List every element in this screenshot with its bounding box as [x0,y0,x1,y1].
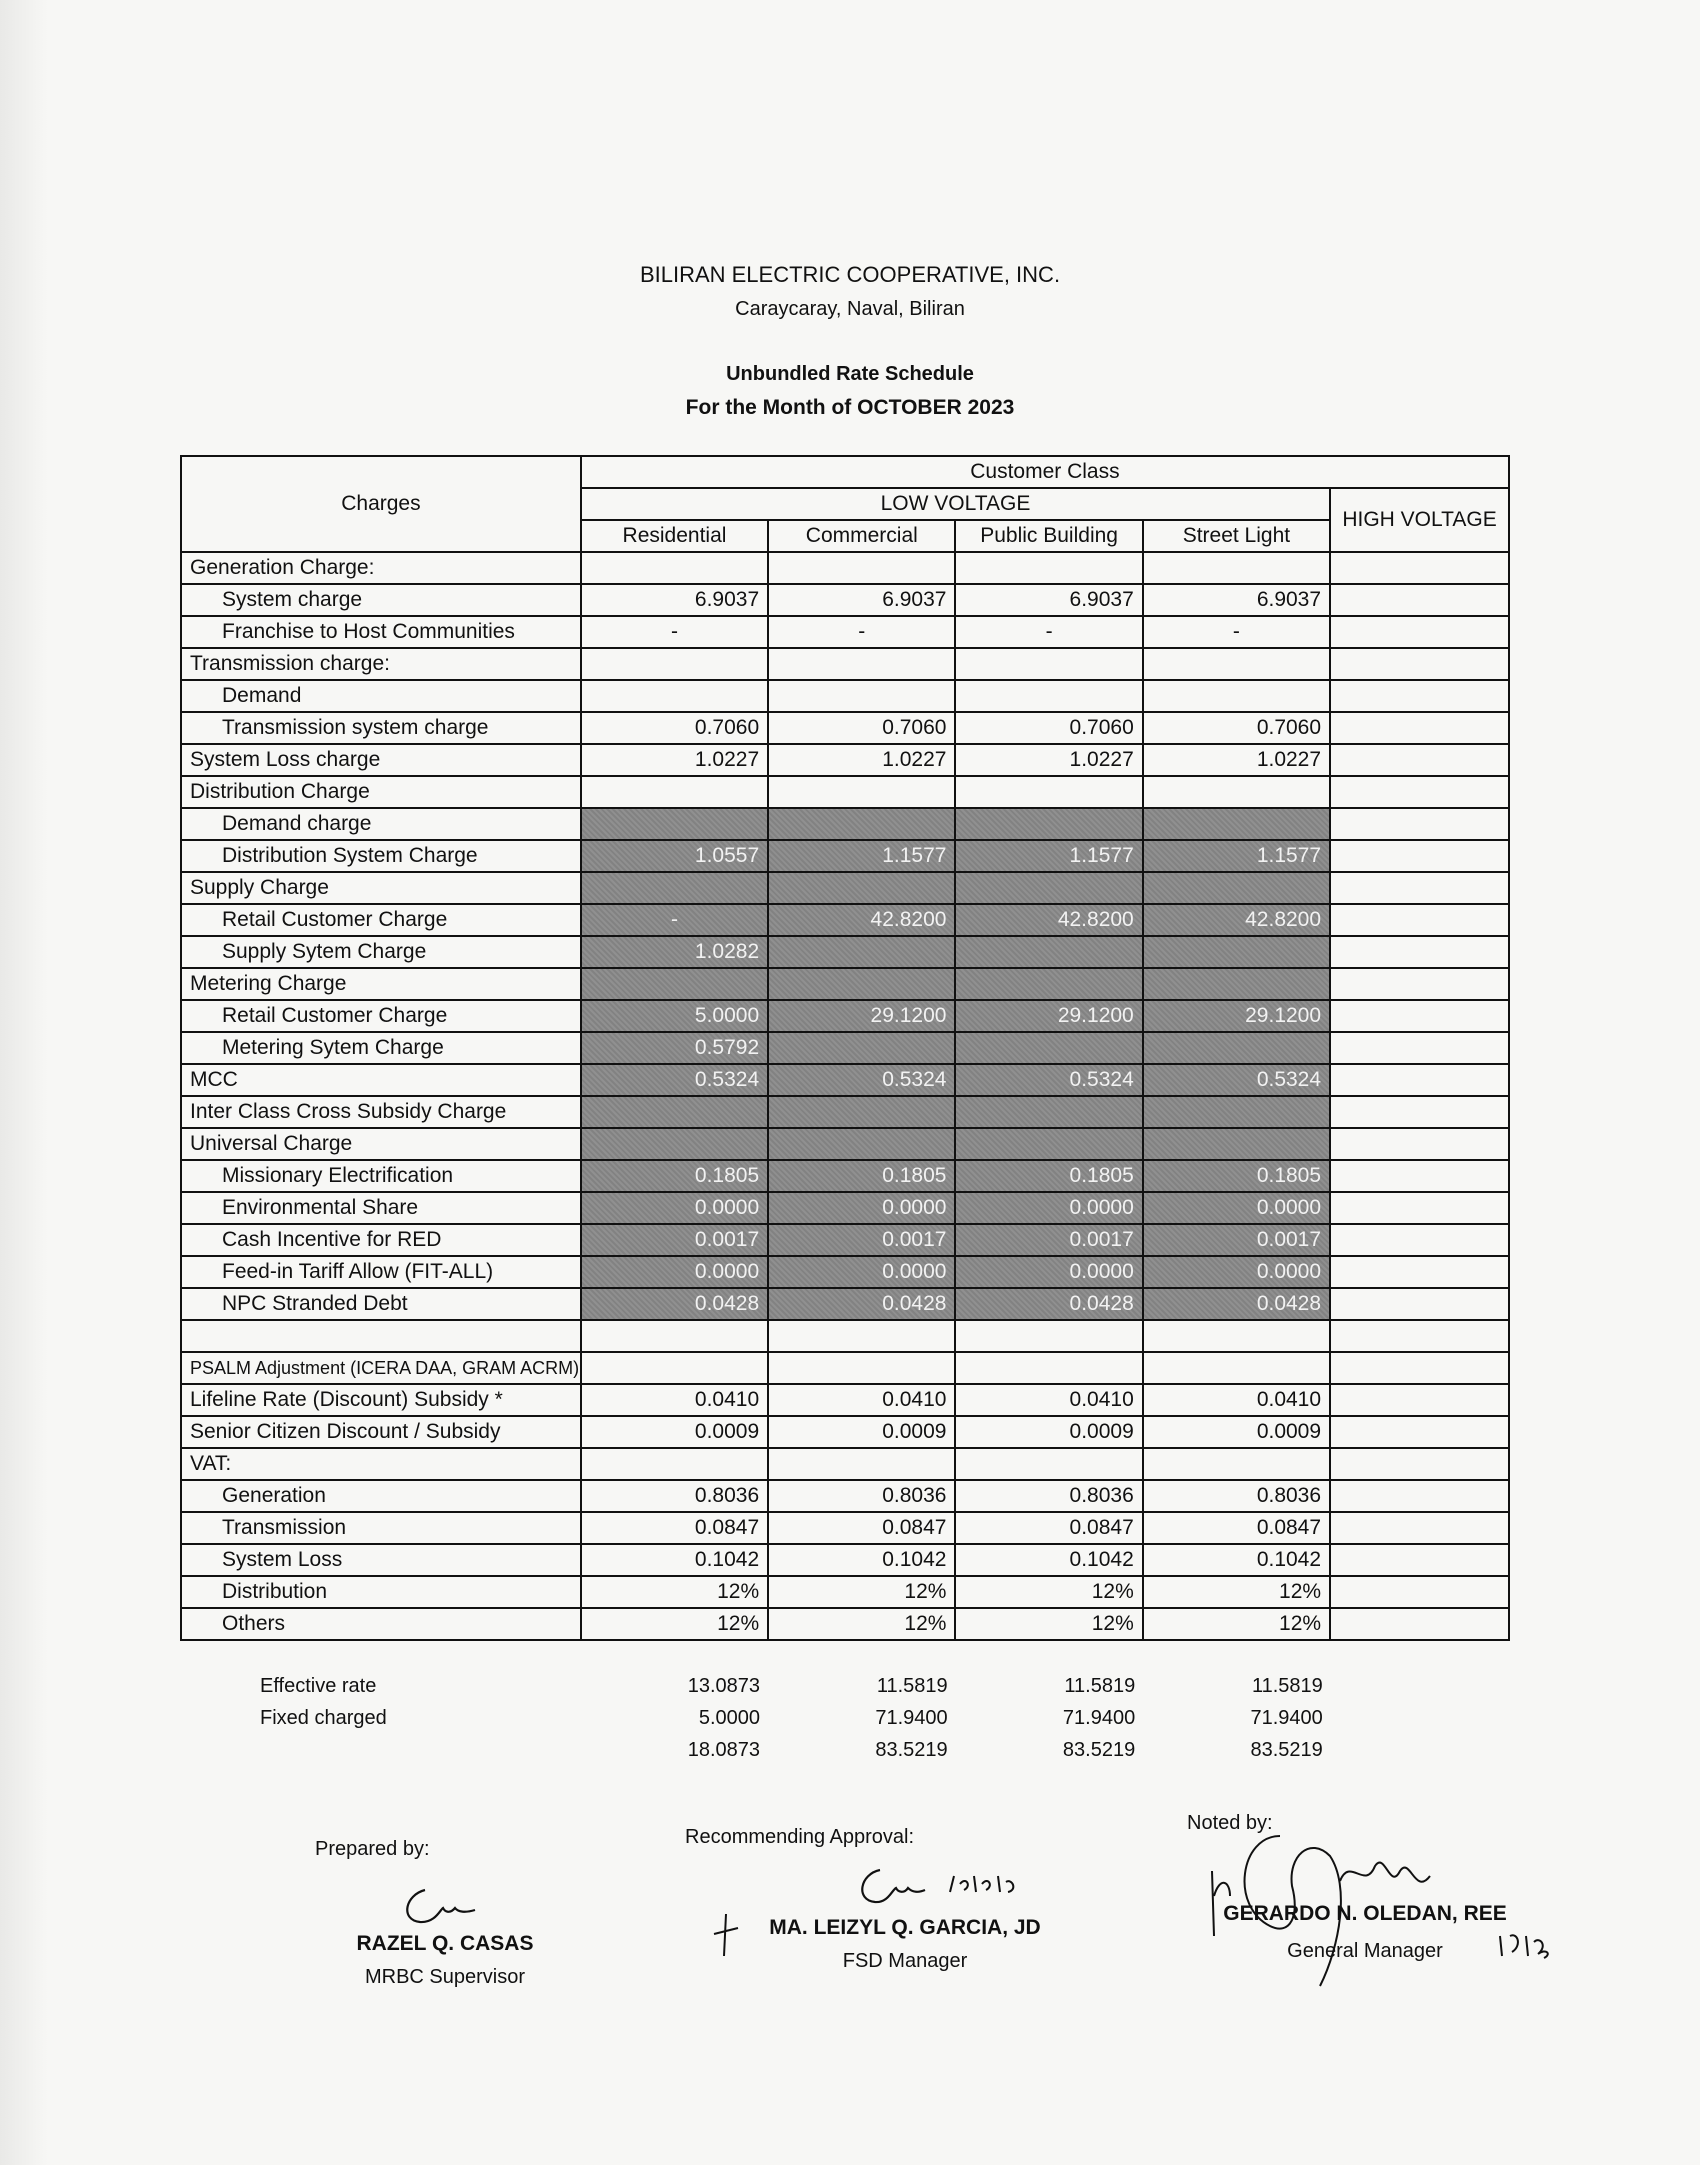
cell-value: 0.8036 [955,1480,1142,1512]
customer-class-header: Customer Class [581,456,1509,488]
cell-value: 0.1042 [1143,1544,1330,1576]
high-voltage-cell [1330,872,1509,904]
fixed-charged-value: 71.9400 [1250,1706,1323,1729]
cell-value: 29.1200 [768,1000,955,1032]
initial-mark [712,1910,742,1960]
cell-value: 0.0000 [768,1192,955,1224]
cell-value: 0.0428 [1143,1288,1330,1320]
table-row [181,712,1509,744]
table-row [181,1576,1509,1608]
cell-value: 12% [955,1608,1142,1640]
row-label: Others [181,1608,581,1640]
cell-value: 0.0410 [581,1384,768,1416]
cell-value [955,872,1142,904]
cell-value [1143,680,1330,712]
col-commercial: Commercial [768,520,955,552]
cell-value: 0.0000 [955,1256,1142,1288]
table-row [181,1064,1509,1096]
cell-value: 1.0227 [768,744,955,776]
table-row [181,968,1509,1000]
cell-value [1143,1096,1330,1128]
total-value: 83.5219 [875,1738,948,1761]
table-row [181,1352,1509,1384]
high-voltage-cell [1330,1416,1509,1448]
cell-value: 0.0000 [581,1192,768,1224]
table-row [181,1096,1509,1128]
col-street-light: Street Light [1143,520,1330,552]
cell-value: 0.5324 [1143,1064,1330,1096]
table-row [181,680,1509,712]
total-value: 83.5219 [1062,1738,1136,1761]
cell-value [581,1320,768,1352]
cell-value [768,1352,955,1384]
row-label: System Loss [181,1544,581,1576]
cell-value: 0.8036 [581,1480,768,1512]
cell-value [1143,1352,1330,1384]
rate-schedule-table [180,455,1510,1641]
cell-value: 0.0410 [955,1384,1142,1416]
high-voltage-cell [1330,1064,1509,1096]
cell-value: 0.0017 [581,1224,768,1256]
table-row [181,616,1509,648]
cell-value [581,1448,768,1480]
cell-value: 0.0000 [1143,1192,1330,1224]
row-label: Transmission system charge [181,712,581,744]
cell-value [955,1448,1142,1480]
high-voltage-cell [1330,904,1509,936]
cell-value: 0.0847 [581,1512,768,1544]
high-voltage-cell [1330,1576,1509,1608]
high-voltage-cell [1330,776,1509,808]
cell-value: 0.1805 [1143,1160,1330,1192]
cell-value [581,808,768,840]
table-row [181,1512,1509,1544]
cell-value [955,776,1142,808]
high-voltage-cell [1330,1288,1509,1320]
cell-value [1143,808,1330,840]
high-voltage-cell [1330,1480,1509,1512]
cell-value: 0.8036 [1143,1480,1330,1512]
row-label: Distribution System Charge [181,840,581,872]
table-row [181,552,1509,584]
cell-value: 12% [768,1608,955,1640]
high-voltage-cell [1330,1608,1509,1640]
table-row [181,1160,1509,1192]
table-row [181,1320,1509,1352]
cell-value: 0.0410 [1143,1384,1330,1416]
noted-signature [1200,1796,1580,1996]
table-row [181,1000,1509,1032]
row-label: Retail Customer Charge [181,1000,581,1032]
cell-value: 0.1805 [955,1160,1142,1192]
fixed-charged-row [180,1702,1510,1734]
row-label: MCC [181,1064,581,1096]
cell-value [1143,936,1330,968]
cell-value: 29.1200 [955,1000,1142,1032]
prepared-signature [395,1880,485,1930]
row-label: Demand charge [181,808,581,840]
high-voltage-cell [1330,680,1509,712]
fixed-charged-label: Fixed charged [260,1706,387,1729]
cell-value [1143,1032,1330,1064]
table-row [181,776,1509,808]
row-label: PSALM Adjustment (ICERA DAA, GRAM ACRM) [181,1352,581,1384]
cell-value: 0.1805 [768,1160,955,1192]
prepared-by-title: MRBC Supervisor [364,1966,526,1988]
table-row [181,904,1509,936]
cell-value [768,680,955,712]
cell-value: 1.0227 [955,744,1142,776]
fixed-charged-value: 71.9400 [1062,1706,1136,1729]
row-label: Metering Sytem Charge [181,1032,581,1064]
cell-value: 1.0282 [581,936,768,968]
cell-value: 6.9037 [581,584,768,616]
row-label: Distribution [181,1576,581,1608]
document-title: Unbundled Rate Schedule [726,363,974,385]
cell-value: 0.1805 [581,1160,768,1192]
noted-by-label: Noted by: [1187,1812,1273,1834]
cell-value: 42.8200 [768,904,955,936]
high-voltage-cell [1330,1384,1509,1416]
effective-rate-value: 11.5819 [1251,1674,1323,1697]
table-row [181,1608,1509,1640]
cell-value: 0.1042 [955,1544,1142,1576]
high-voltage-cell [1330,1448,1509,1480]
cell-value: 0.0009 [768,1416,955,1448]
cell-value: 0.0009 [1143,1416,1330,1448]
row-label: Generation Charge: [181,552,581,584]
table-row [181,1128,1509,1160]
row-label: Retail Customer Charge [181,904,581,936]
cell-value: 12% [1143,1608,1330,1640]
high-voltage-cell [1330,1160,1509,1192]
high-voltage-cell [1330,1000,1509,1032]
noted-by-block [1215,1902,1515,1963]
cell-value: 0.0017 [955,1224,1142,1256]
table-row [181,840,1509,872]
cell-value [955,808,1142,840]
cell-value [768,552,955,584]
recommending-title: FSD Manager [842,1950,968,1972]
cell-value [955,1032,1142,1064]
cell-value [1143,776,1330,808]
table-row [181,1544,1509,1576]
high-voltage-cell [1330,1352,1509,1384]
cell-value: 0.0000 [955,1192,1142,1224]
cell-value: 0.0428 [955,1288,1142,1320]
table-row [181,936,1509,968]
cell-value [768,872,955,904]
cell-value: 0.0009 [955,1416,1142,1448]
cell-value [955,648,1142,680]
row-label: Inter Class Cross Subsidy Charge [181,1096,581,1128]
cell-value [1143,968,1330,1000]
high-voltage-cell [1330,1256,1509,1288]
cell-value: 1.1577 [1143,840,1330,872]
table-row [181,808,1509,840]
row-label: Lifeline Rate (Discount) Subsidy * [181,1384,581,1416]
cell-value: 0.0009 [581,1416,768,1448]
cell-value: 0.7060 [1143,712,1330,744]
high-voltage-cell [1330,1512,1509,1544]
cell-value [581,872,768,904]
high-voltage-cell [1330,1320,1509,1352]
cell-value: 0.0017 [768,1224,955,1256]
row-label: Franchise to Host Communities [181,616,581,648]
cell-value: 1.1577 [768,840,955,872]
table-row [181,1288,1509,1320]
cell-value: 6.9037 [1143,584,1330,616]
high-voltage-cell [1330,968,1509,1000]
charges-header: Charges [181,456,581,552]
cell-value [768,1320,955,1352]
cell-value [581,1352,768,1384]
cell-value [955,680,1142,712]
cell-value [768,1448,955,1480]
table-row [181,1032,1509,1064]
cell-value: 0.7060 [955,712,1142,744]
cell-value: 0.5324 [581,1064,768,1096]
effective-rate-value: 13.0873 [687,1674,761,1697]
row-label: Missionary Electrification [181,1160,581,1192]
cell-value: 0.7060 [581,712,768,744]
cell-value [955,968,1142,1000]
cell-value: - [1143,616,1330,648]
cell-value: 12% [581,1576,768,1608]
row-label: System Loss charge [181,744,581,776]
high-voltage-cell [1330,1224,1509,1256]
cell-value: 6.9037 [955,584,1142,616]
cell-value: 1.0557 [581,840,768,872]
high-voltage-cell [1330,744,1509,776]
prepared-by-block [330,1932,560,1989]
cell-value: 29.1200 [1143,1000,1330,1032]
cell-value: 42.8200 [955,904,1142,936]
high-voltage-cell [1330,808,1509,840]
cell-value: 5.0000 [581,1000,768,1032]
table-row [181,584,1509,616]
cell-value [768,936,955,968]
high-voltage-cell [1330,1192,1509,1224]
cell-value [1143,1448,1330,1480]
total-row [180,1734,1510,1766]
cell-value [1143,1128,1330,1160]
cell-value [768,808,955,840]
row-label: VAT: [181,1448,581,1480]
cell-value: 12% [1143,1576,1330,1608]
row-label: Feed-in Tariff Allow (FIT-ALL) [181,1256,581,1288]
cell-value: 0.0847 [955,1512,1142,1544]
table-row [181,1480,1509,1512]
row-label: Demand [181,680,581,712]
cell-value: 0.0847 [768,1512,955,1544]
high-voltage-cell [1330,616,1509,648]
cell-value: 1.0227 [581,744,768,776]
prepared-by-label: Prepared by: [315,1838,430,1860]
recommending-block [745,1916,1065,1973]
low-voltage-header: LOW VOLTAGE [581,488,1330,520]
cell-value: 12% [768,1576,955,1608]
cell-value [955,552,1142,584]
table-row [181,1192,1509,1224]
high-voltage-cell [1330,648,1509,680]
row-label: Environmental Share [181,1192,581,1224]
cell-value: 12% [955,1576,1142,1608]
fixed-charged-value: 5.0000 [698,1706,761,1729]
cell-value [768,968,955,1000]
cell-value: 0.0428 [768,1288,955,1320]
table-row [181,1224,1509,1256]
recommending-name: MA. LEIZYL Q. GARCIA, JD [769,1916,1041,1939]
total-value: 83.5219 [1250,1738,1323,1761]
row-label: NPC Stranded Debt [181,1288,581,1320]
table-row [181,1384,1509,1416]
cell-value: 0.0000 [768,1256,955,1288]
cell-value [955,1096,1142,1128]
cell-value [768,1128,955,1160]
effective-rate-value: 11.5819 [876,1674,948,1697]
row-label: Cash Incentive for RED [181,1224,581,1256]
effective-rate-value: 11.5819 [1064,1674,1136,1697]
cell-value [768,776,955,808]
cell-value: 0.0428 [581,1288,768,1320]
cell-value [1143,552,1330,584]
cell-value: 0.0410 [768,1384,955,1416]
row-label: Supply Charge [181,872,581,904]
row-label: Senior Citizen Discount / Subsidy [181,1416,581,1448]
cell-value: 12% [581,1608,768,1640]
prepared-by-name: RAZEL Q. CASAS [356,1932,534,1955]
row-label: Generation [181,1480,581,1512]
cell-value [581,968,768,1000]
cell-value: - [581,616,768,648]
row-label: Metering Charge [181,968,581,1000]
table-row [181,1448,1509,1480]
fixed-charged-value: 71.9400 [875,1706,948,1729]
high-voltage-cell [1330,1032,1509,1064]
high-voltage-cell [1330,936,1509,968]
high-voltage-header: HIGH VOLTAGE [1330,488,1509,552]
recommending-signature [850,1862,1040,1912]
cell-value: 0.5324 [955,1064,1142,1096]
col-residential: Residential [581,520,768,552]
cell-value [768,1096,955,1128]
noted-by-title: General Manager [1287,1940,1443,1962]
high-voltage-cell [1330,840,1509,872]
cell-value [1143,648,1330,680]
cell-value [581,1128,768,1160]
totals-table [180,1670,1510,1766]
effective-rate-row [180,1670,1510,1702]
cell-value: 0.0017 [1143,1224,1330,1256]
recommending-approval-label: Recommending Approval: [685,1826,915,1848]
cell-value: 1.0227 [1143,744,1330,776]
cell-value: 42.8200 [1143,904,1330,936]
table-row [181,1416,1509,1448]
cell-value: - [955,616,1142,648]
high-voltage-cell [1330,1544,1509,1576]
cell-value [581,776,768,808]
document-subtitle: For the Month of OCTOBER 2023 [685,396,1015,419]
cell-value: 0.1042 [768,1544,955,1576]
cell-value [955,1320,1142,1352]
cell-value [581,680,768,712]
row-label: Distribution Charge [181,776,581,808]
row-label [181,1320,581,1352]
cell-value [1143,872,1330,904]
row-label: Universal Charge [181,1128,581,1160]
row-label: Supply Sytem Charge [181,936,581,968]
cell-value [581,648,768,680]
cell-value [955,1128,1142,1160]
cell-value [768,648,955,680]
table-row [181,744,1509,776]
effective-rate-label: Effective rate [260,1674,377,1697]
cell-value [581,552,768,584]
cell-value: 0.0000 [1143,1256,1330,1288]
cell-value: - [768,616,955,648]
cell-value: 1.1577 [955,840,1142,872]
row-label: System charge [181,584,581,616]
cell-value [955,936,1142,968]
cell-value [1143,1320,1330,1352]
cell-value: - [581,904,768,936]
noted-by-name: GERARDO N. OLEDAN, REE [1223,1902,1507,1925]
cell-value: 0.5792 [581,1032,768,1064]
cell-value [955,1352,1142,1384]
cell-value: 0.1042 [581,1544,768,1576]
high-voltage-cell [1330,1096,1509,1128]
high-voltage-cell [1330,552,1509,584]
cell-value [581,1096,768,1128]
company-address: Caraycaray, Naval, Biliran [735,298,965,320]
cell-value [768,1032,955,1064]
cell-value: 6.9037 [768,584,955,616]
col-public-building: Public Building [955,520,1142,552]
cell-value: 0.8036 [768,1480,955,1512]
cell-value: 0.7060 [768,712,955,744]
total-value: 18.0873 [687,1738,761,1761]
company-name: BILIRAN ELECTRIC COOPERATIVE, INC. [639,262,1061,287]
cell-value: 0.0000 [581,1256,768,1288]
table-row [181,648,1509,680]
rate-table-body [181,552,1509,1640]
table-row [181,1256,1509,1288]
high-voltage-cell [1330,712,1509,744]
high-voltage-cell [1330,584,1509,616]
cell-value: 0.5324 [768,1064,955,1096]
row-label: Transmission [181,1512,581,1544]
table-row [181,872,1509,904]
high-voltage-cell [1330,1128,1509,1160]
cell-value: 0.0847 [1143,1512,1330,1544]
row-label: Transmission charge: [181,648,581,680]
